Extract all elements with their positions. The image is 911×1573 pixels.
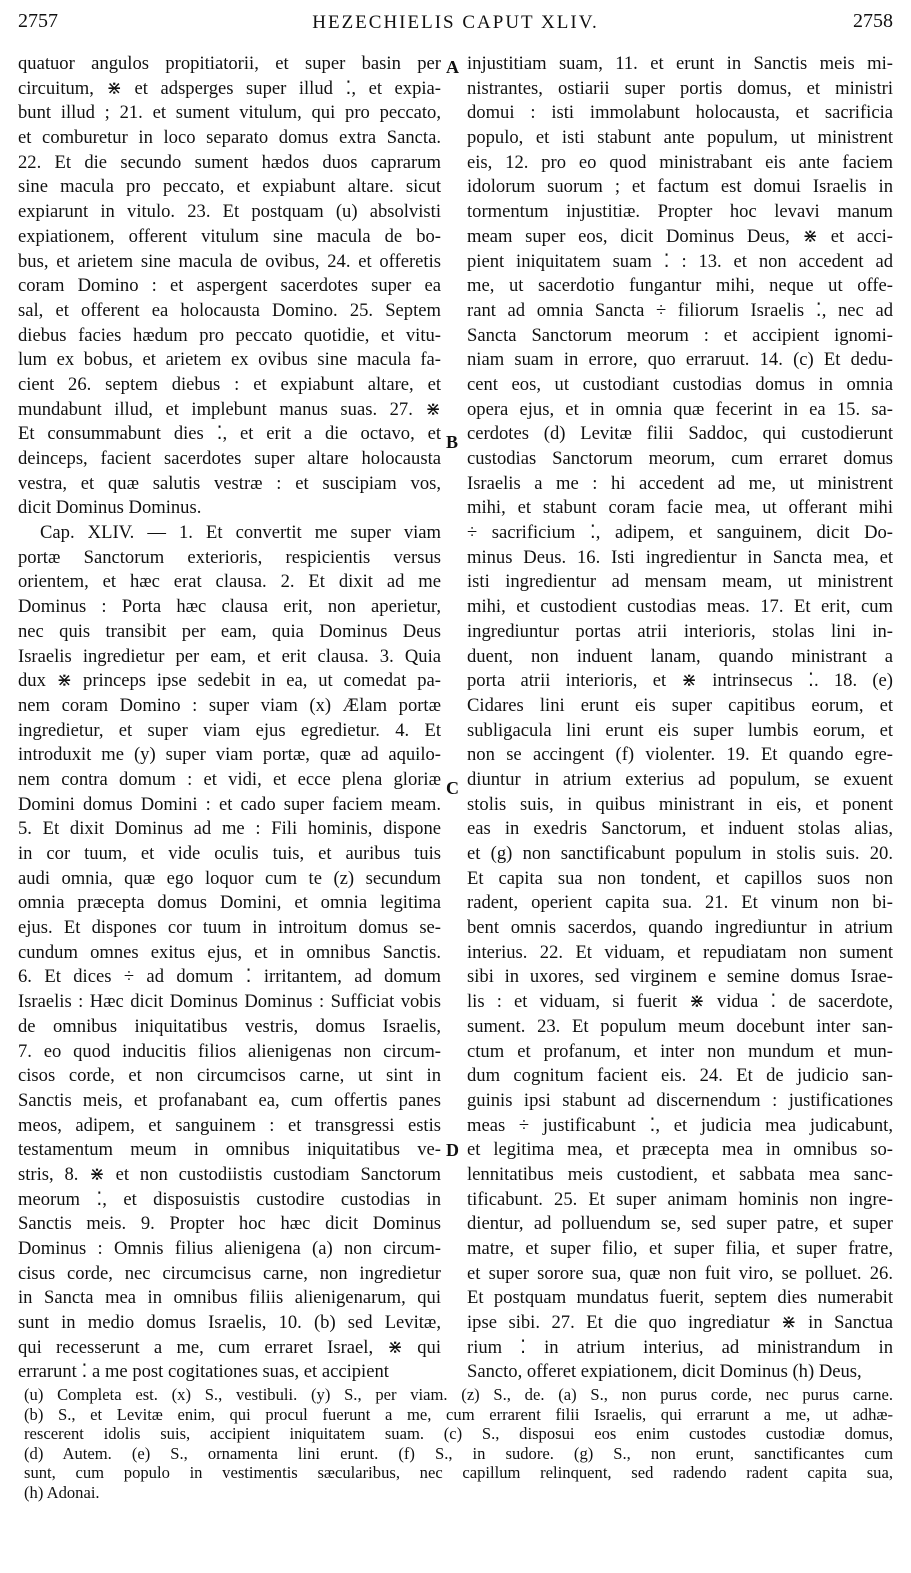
text-line: minus Deus. 16. Isti ingredientur in Sancta mea, et <box>467 546 893 568</box>
text-line: meam super eos, dicit Dominus Deus, ⋇ et acci- <box>467 225 893 247</box>
text-line: stris, 8. ⋇ et non custodiistis custodiam Sanctorum <box>18 1163 441 1185</box>
page-header <box>18 10 893 40</box>
text-line: rium ⁚ in atrium interius, ad ministrandum in <box>467 1336 893 1358</box>
text-line: ingredietur, et super viam ejus egredietur. 4. Et <box>18 719 441 741</box>
running-title: HEZECHIELIS CAPUT XLIV. <box>312 12 599 33</box>
text-line: idolorum suorum ; et factum est domui Israelis in <box>467 176 893 198</box>
text-line: Dominus : Porta hæc clausa erit, non aperietur, <box>18 596 441 618</box>
text-line: (b) S., et Levitæ enim, qui procul fuerunt a me, cum errarent filii Israelis, qui errarunt a me, ut adhæ- <box>24 1404 893 1424</box>
text-line: nistrantes, ostiarii super portis domus, et ministri <box>467 77 893 99</box>
text-line: eas in exedris Sanctorum, et induent stolas alias, <box>467 818 893 840</box>
text-line: deinceps, facient sacerdotes super altare holocausta <box>18 448 441 469</box>
text-line: ipse sibi. 27. Et die quo ingrediatur ⋇ in Sanctua <box>467 1312 893 1334</box>
text-line: populo, et isti stabunt ante populum, ut ministrent <box>467 127 893 149</box>
text-line: introduxit me (y) super viam portæ, quæ ad aquilo- <box>18 744 441 766</box>
text-line: cerdotes (d) Levitæ filii Saddoc, qui custodierunt <box>467 423 893 445</box>
text-line: et (g) non sanctificabunt populum in stolis suis. 20. <box>467 843 893 864</box>
text-line: cient 26. septem diebus : et expiabunt altare, et <box>18 373 441 395</box>
text-line: (h) Adonai. <box>24 1482 100 1502</box>
text-line: et legitima mea, et præcepta mea in omnibus so- <box>467 1139 893 1161</box>
margin-letter-c: C <box>446 778 459 798</box>
page-number-right: 2758 <box>853 10 893 32</box>
text-line: mundabunt illud, et implebunt manus suas. 27. ⋇ <box>18 398 441 420</box>
text-line: portæ Sanctorum exterioris, respicientis versus <box>18 546 441 568</box>
text-line: Sanctis meis, et profanabant ea, cum offertis panes <box>18 1089 441 1111</box>
text-line: sal, et offerent ea holocausta Domino. 25. Septem <box>18 299 441 321</box>
text-line: bent omnis sacerdos, quando ingrediuntur in atrium <box>467 917 893 939</box>
text-line: Sanctis meis. 9. Propter hoc hæc dicit Dominus <box>18 1213 441 1235</box>
text-line: Sancto, offeret expiationem, dicit Dominus (h) Deus, <box>467 1361 862 1383</box>
text-line: rescerent idolis suis, accipient iniquitatem suam. (c) S., disposui eos enim custodes custodiæ domus, <box>24 1424 893 1443</box>
text-line: Et capita sua non tondent, et capillos suos non <box>467 867 893 889</box>
text-line: Israelis : Hæc dicit Dominus Dominus : Sufficiat vobis <box>18 991 441 1013</box>
text-line: expiarunt in vitulo. 23. Et postquam (u) absolvisti <box>18 201 441 223</box>
text-line: Et postquam mundatus fuerit, septem dies numerabit <box>467 1287 893 1309</box>
text-line: sument. 23. Et populum meum docebunt inter san- <box>467 1015 893 1037</box>
text-line: Domini domus Domini : et cado super faciem meam. <box>18 793 441 815</box>
text-line: bunt illud ; 21. et sument vitulum, qui pro peccato, <box>18 102 441 124</box>
text-line: lennitatibus meis custodient, et sabbata mea sanc- <box>467 1163 893 1185</box>
text-line: qui recesserunt a me, cum erraret Israel, ⋇ qui <box>18 1336 441 1358</box>
text-line: in cor tuum, et vide oculis tuis, et auribus tuis <box>18 843 441 864</box>
text-line: mihi, et stabunt coram facie mea, ut offerant mihi <box>467 497 893 519</box>
text-line: testamentum meum in omnibus iniquitatibus ve- <box>18 1139 441 1161</box>
text-line: 7. eo quod inducitis filios alienigenas non circum- <box>18 1040 441 1062</box>
text-line: ejus. Et dispones cor tuum in introitum domus se- <box>18 917 441 939</box>
footnotes <box>24 1385 893 1502</box>
text-line: et comburetur in loco separato domus extra Sancta. <box>18 127 441 149</box>
text-line: diuntur in atrium exterius ad populum, se exuent <box>467 768 893 790</box>
left-text-column <box>18 52 441 1385</box>
text-line: dum cognitum facient eis. 24. Et de judicio san- <box>467 1065 893 1087</box>
text-line: subligacula lini erunt eis super lumbis eorum, et <box>467 719 893 741</box>
text-line: expiationem, offerent vitulum sine macula de bo- <box>18 225 441 247</box>
text-line: niam suam in errore, quo erraruut. 14. (c) Et dedu- <box>467 349 893 371</box>
right-text-column <box>467 52 893 1385</box>
text-line: lis : et viduam, si fuerit ⋇ vidua ⁚ de sacerdote, <box>467 991 893 1013</box>
text-line: ctum et profanum, et inter non mundum et mun- <box>467 1040 893 1062</box>
text-line: errarunt ⁚ a me post cogitationes suas, et accipient <box>18 1361 389 1383</box>
text-line: cent eos, ut custodiant custodias domus in omnia <box>467 373 893 395</box>
text-line: tormentum injustitiæ. Propter hoc levavi manum <box>467 201 893 223</box>
text-line: nem coram Domino : super viam (x) Ælam portæ <box>18 694 441 716</box>
text-line: 5. Et dixit Dominus ad me : Fili hominis, dispone <box>18 818 441 840</box>
page-number-left: 2757 <box>18 10 58 32</box>
text-line: circuitum, ⋇ et adsperges super illud ⁚, et expia- <box>18 77 441 99</box>
text-line: coram Domino : et aspergent sacerdotes super ea <box>18 275 441 297</box>
text-line: radent, operient capita sua. 21. Et vinum non bi- <box>467 892 893 914</box>
text-line: in Sancta mea in omnibus filiis alienigenarum, qui <box>18 1287 441 1309</box>
text-line: domui : isti immolabunt holocausta, et sacrificia <box>467 102 893 124</box>
text-line: interius. 22. Et viduam, et repudiatam non sument <box>467 941 893 963</box>
text-line: dicit Dominus Dominus. <box>18 497 202 519</box>
text-line: non se accingent (f) violenter. 19. Et quando egre- <box>467 744 893 766</box>
text-line: duent, non induent lanam, quando ministrant a <box>467 645 893 667</box>
margin-letter-d: D <box>446 1140 459 1160</box>
text-line: rant ad omnia Sancta ÷ filiorum Israelis ⁚, nec ad <box>467 299 893 321</box>
text-line: injustitiam suam, 11. et erunt in Sanctis meis mi- <box>467 53 893 74</box>
text-line: nec quis transibit per eam, quia Dominus Deus <box>18 620 441 642</box>
text-line: me, ut sacerdotio fungantur mihi, neque ut offe- <box>467 275 893 297</box>
text-line: meos, adipem, et sanguinem : et transgressi estis <box>18 1114 441 1136</box>
text-line: dux ⋇ princeps ipse sedebit in ea, ut comedat pa- <box>18 670 441 692</box>
text-line: de omnibus iniquitatibus vestris, domus Israelis, <box>18 1015 441 1037</box>
text-line: diebus facies hædum pro peccato quotidie, et vitu- <box>18 324 441 346</box>
text-line: tificabunt. 25. Et super animam hominis non ingre- <box>467 1188 893 1210</box>
text-line: pient iniquitatem suam ⁚ : 13. et non accedent ad <box>467 250 893 272</box>
text-line: (d) Autem. (e) S., ornamenta lini erunt. (f) S., in sudore. (g) S., non erunt, sanctificantes cum <box>24 1443 893 1463</box>
text-line: guinis ipsi stabunt ad discernendum : justificationes <box>467 1089 893 1111</box>
text-line: nem contra domum : et vidi, et ecce plena gloriæ <box>18 768 441 790</box>
text-line: eis, 12. pro eo quod ministrabant eis ante faciem <box>467 151 893 173</box>
text-line: stolis suis, in quibus ministrant in eis, et ponent <box>467 793 893 815</box>
text-line: Israelis a me : hi accedent ad me, ut ministrent <box>467 472 893 494</box>
text-line: sibi in uxores, sed virginem e semine domus Israe- <box>467 966 893 988</box>
text-line: Cap. XLIV. — 1. Et convertit me super viam <box>40 522 441 544</box>
text-line: orientem, et hæc erat clausa. 2. Et dixit ad me <box>18 571 441 593</box>
text-line: cundum omnes exitus ejus, et in omnibus Sanctis. <box>18 941 441 963</box>
text-line: cisos corde, et non circumcisos carne, ut sint in <box>18 1065 441 1087</box>
text-line: 22. Et die secundo sument hædos duos caprarum <box>18 151 441 173</box>
text-line: Sancta Sanctorum meorum : et accipient ignomi- <box>467 324 893 346</box>
text-line: porta atrii interioris, et ⋇ intrinsecus ⁚. 18. (e) <box>467 670 893 692</box>
text-line: isti ingredientur ad mensam meam, ut ministrent <box>467 571 893 593</box>
text-line: vestra, et quæ salutis vestræ : et suscipiam vos, <box>18 472 441 494</box>
text-line: dientur, ad polluendum se, sed super patre, et super <box>467 1213 893 1235</box>
text-line: meas ÷ justificabunt ⁚, et judicia mea judicabunt, <box>467 1114 893 1136</box>
text-line: audi omnia, quæ ego loquor cum te (z) secundum <box>18 867 441 889</box>
text-line: meorum ⁚, et disposuistis custodire custodias in <box>18 1188 441 1210</box>
text-line: matre, et super filio, et super filia, et super fratre, <box>467 1238 893 1259</box>
text-line: bus, et arietem sine macula de ovibus, 24. et offeretis <box>18 250 441 272</box>
text-line: mihi, et custodient custodias meas. 17. Et erit, cum <box>467 596 893 618</box>
margin-letter-b: B <box>446 432 459 452</box>
text-line: Dominus : Omnis filius alienigena (a) non circum- <box>18 1238 441 1259</box>
text-line: cisus corde, nec circumcisus carne, non ingredietur <box>18 1262 441 1284</box>
text-line: et super sorore sua, quæ non fuit viro, se polluet. 26. <box>467 1262 893 1284</box>
text-line: (u) Completa est. (x) S., vestibuli. (y) S., per viam. (z) S., de. (a) S., non purus corde, nec purus carne. <box>24 1385 893 1404</box>
text-line: sunt in medio domus Israelis, 10. (b) sed Levitæ, <box>18 1312 441 1334</box>
text-line: quatuor angulos propitiatorii, et super basin per <box>18 53 441 74</box>
text-line: sunt, cum populo in vestimentis sæcularibus, nec capillum relinquent, sed radendo radent capita sua, <box>24 1463 893 1482</box>
text-line: sine macula pro peccato, et expiabunt altare. sicut <box>18 176 441 198</box>
margin-letter-a: A <box>446 57 459 77</box>
text-line: omnia præcepta domus Domini, et omnia legitima <box>18 892 441 914</box>
text-line: 6. Et dices ÷ ad domum ⁚ irritantem, ad domum <box>18 966 441 988</box>
text-line: Et consummabunt dies ⁚, et erit a die octavo, et <box>18 423 441 445</box>
text-line: custodias Sanctorum meorum, cum erraret domus <box>467 448 893 469</box>
text-line: Cidares lini erunt eis super capitibus eorum, et <box>467 694 893 716</box>
text-line: Israelis ingredietur per eam, et erit clausa. 3. Quia <box>18 645 441 667</box>
text-line: ÷ sacrificium ⁚, adipem, et sanguinem, dicit Do- <box>467 522 893 544</box>
text-line: lum ex bobus, et arietem ex ovibus sine macula fa- <box>18 349 441 371</box>
text-line: opera ejus, et in omnia quæ fecerint in ea 15. sa- <box>467 398 893 420</box>
text-line: ingrediuntur portas atrii interioris, stolas lini in- <box>467 620 893 642</box>
